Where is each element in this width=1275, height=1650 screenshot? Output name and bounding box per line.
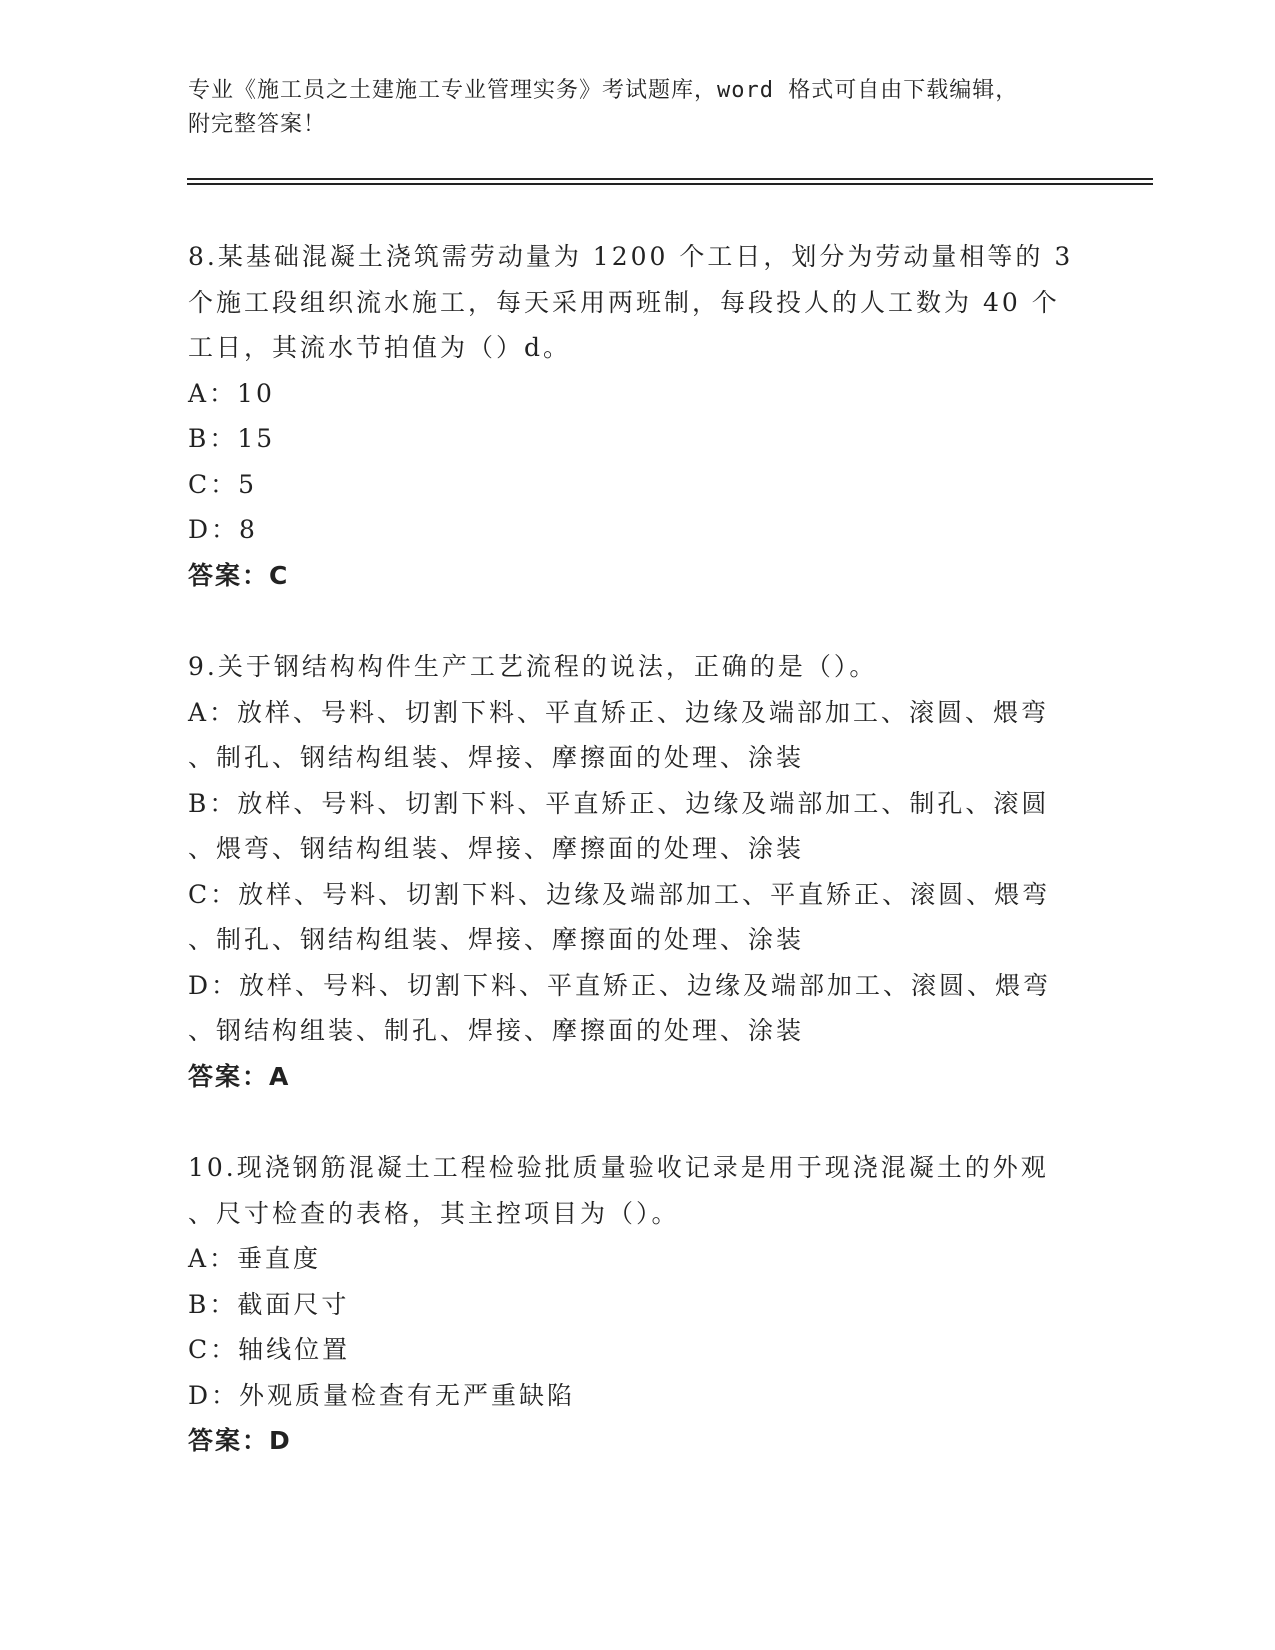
question-stem-line: 8.某基础混凝土浇筑需劳动量为 1200 个工日，划分为劳动量相等的 3 [188, 242, 1074, 271]
option-c-continued: 、制孔、钢结构组装、焊接、摩擦面的处理、涂装 [188, 925, 805, 954]
question-stem-line: 个施工段组织流水施工，每天采用两班制，每段投人的人工数为 40 个 [188, 287, 1060, 317]
option-b: B：截面尺寸 [188, 1289, 350, 1319]
option-d: D：外观质量检查有无严重缺陷 [188, 1380, 576, 1410]
option-a: A：10 [188, 378, 275, 408]
option-c: C：5 [188, 469, 258, 499]
answer-label: 答案：A [188, 1061, 291, 1091]
option-d-continued: 、钢结构组装、制孔、焊接、摩擦面的处理、涂装 [188, 1016, 805, 1045]
option-a: A：垂直度 [188, 1244, 322, 1273]
question-stem-line: 9.关于钢结构构件生产工艺流程的说法，正确的是（）。 [188, 652, 878, 681]
option-b-continued: 、煨弯、钢结构组装、焊接、摩擦面的处理、涂装 [188, 834, 805, 863]
answer-label: 答案：C [188, 560, 290, 590]
option-a-continued: 、制孔、钢结构组装、焊接、摩擦面的处理、涂装 [188, 743, 805, 772]
document-header [188, 74, 1088, 142]
header-line-2: 附完整答案！ [188, 112, 327, 137]
option-d: D：8 [188, 515, 258, 544]
option-b: B：15 [188, 424, 276, 453]
header-line-1: 专业《施工员之土建施工专业管理实务》考试题库，word 格式可自由下载编辑， [188, 78, 1019, 103]
question-stem-line: 、尺寸检查的表格，其主控项目为（）。 [188, 1198, 680, 1228]
question-10 [188, 1145, 1088, 1464]
option-d: D：放样、号料、切割下料、平直矫正、边缘及端部加工、滚圆、煨弯 [188, 970, 1052, 1000]
header-divider-bottom [187, 183, 1153, 185]
option-c: C：轴线位置 [188, 1335, 351, 1364]
question-stem-line: 工日，其流水节拍值为（）d。 [188, 333, 572, 362]
header-divider-top [187, 178, 1153, 180]
question-stem-line: 10.现浇钢筋混凝土工程检验批质量验收记录是用于现浇混凝土的外观 [188, 1153, 1049, 1182]
question-list [188, 234, 1088, 1510]
option-a: A：放样、号料、切割下料、平直矫正、边缘及端部加工、滚圆、煨弯 [188, 697, 1050, 727]
option-c: C：放样、号料、切割下料、边缘及端部加工、平直矫正、滚圆、煨弯 [188, 879, 1051, 909]
answer-label: 答案：D [188, 1426, 292, 1455]
question-8 [188, 234, 1088, 598]
option-b: B：放样、号料、切割下料、平直矫正、边缘及端部加工、制孔、滚圆 [188, 788, 1050, 818]
question-9 [188, 644, 1088, 1099]
